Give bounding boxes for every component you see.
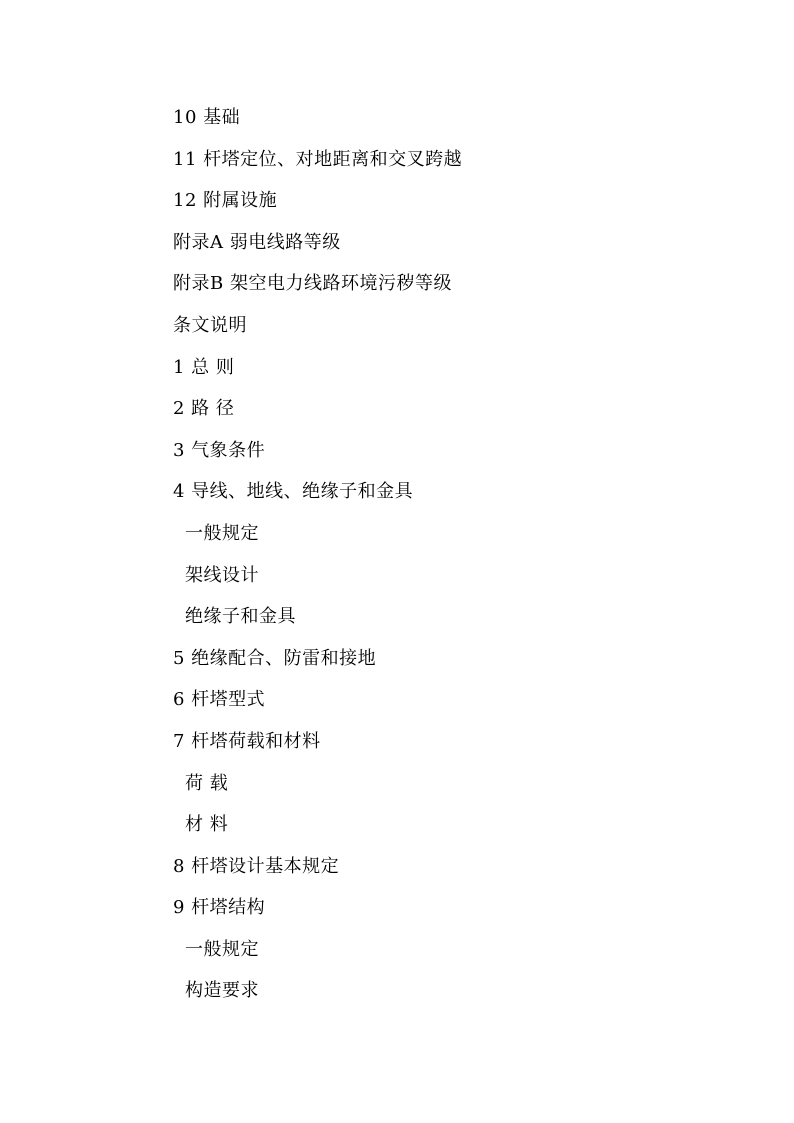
toc-entry-tower-positioning: 11 杆塔定位、对地距离和交叉跨越 <box>173 148 463 170</box>
toc-subentry-general-rules: 一般规定 <box>185 522 259 544</box>
toc-entry-appendix-b: 附录B 架空电力线路环境污秽等级 <box>173 273 452 295</box>
toc-subentry-materials: 材 料 <box>185 814 229 836</box>
toc-entry-tower-structure: 9 杆塔结构 <box>173 897 266 919</box>
toc-entry-weather: 3 气象条件 <box>173 439 266 461</box>
toc-subentry-general-rules-2: 一般规定 <box>185 938 259 960</box>
toc-entry-loads-materials: 7 杆塔荷载和材料 <box>173 730 321 752</box>
toc-entry-explanation: 条文说明 <box>173 314 247 336</box>
toc-entry-route: 2 路 径 <box>173 398 235 420</box>
toc-entry-auxiliary-facilities: 12 附属设施 <box>173 190 278 212</box>
toc-subentry-stringing-design: 架线设计 <box>185 564 259 586</box>
toc-subentry-insulators-fittings: 绝缘子和金具 <box>185 606 296 628</box>
toc-entry-insulation: 5 绝缘配合、防雷和接地 <box>173 647 377 669</box>
toc-entry-appendix-a: 附录A 弱电线路等级 <box>173 231 341 253</box>
toc-entry-tower-types: 6 杆塔型式 <box>173 689 266 711</box>
toc-subentry-construction-requirements: 构造要求 <box>185 980 259 1002</box>
toc-entry-conductors: 4 导线、地线、绝缘子和金具 <box>173 481 414 503</box>
table-of-contents <box>173 100 462 1015</box>
toc-subentry-loads: 荷 载 <box>185 772 229 794</box>
toc-entry-foundation: 10 基础 <box>173 107 241 128</box>
toc-entry-general: 1 总 则 <box>173 356 235 378</box>
toc-entry-design-rules: 8 杆塔设计基本规定 <box>173 855 340 877</box>
